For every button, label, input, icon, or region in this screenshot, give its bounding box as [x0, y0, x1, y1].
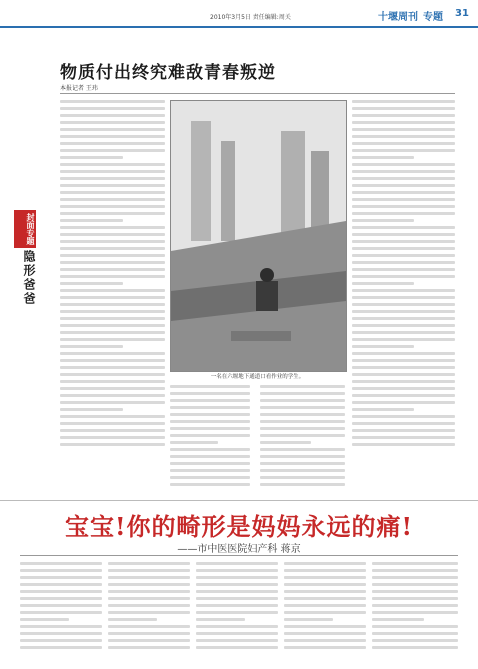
text-line-placeholder — [260, 462, 345, 465]
text-line-placeholder — [372, 583, 458, 586]
text-line-placeholder — [60, 415, 165, 418]
text-line-placeholder — [196, 611, 278, 614]
text-line-placeholder — [352, 310, 455, 313]
text-line-placeholder — [372, 639, 458, 642]
text-line-placeholder — [108, 597, 190, 600]
divider-line-bottom — [20, 555, 458, 556]
text-line-placeholder — [170, 462, 250, 465]
ad-body-column-4 — [284, 562, 366, 662]
text-line-placeholder — [60, 114, 165, 117]
text-line-placeholder — [20, 646, 102, 649]
text-line-placeholder — [352, 261, 455, 264]
text-line-placeholder — [60, 296, 165, 299]
text-line-placeholder — [352, 247, 455, 250]
text-line-placeholder — [352, 282, 414, 285]
text-line-placeholder — [352, 317, 455, 320]
text-line-placeholder — [352, 331, 455, 334]
text-line-placeholder — [60, 205, 165, 208]
text-line-placeholder — [108, 632, 190, 635]
text-line-placeholder — [60, 121, 165, 124]
text-line-placeholder — [352, 163, 455, 166]
text-line-placeholder — [372, 576, 458, 579]
text-line-placeholder — [60, 156, 123, 159]
text-line-placeholder — [60, 191, 165, 194]
body-column-1 — [60, 100, 165, 500]
text-line-placeholder — [352, 429, 455, 432]
ad-headline: 宝宝!你的畸形是妈妈永远的痛! — [64, 512, 414, 541]
ad-body-column-1 — [20, 562, 102, 662]
text-line-placeholder — [20, 632, 102, 635]
text-line-placeholder — [108, 618, 157, 621]
vertical-section-title: 隐形爸爸 — [22, 250, 36, 306]
text-line-placeholder — [20, 625, 102, 628]
text-line-placeholder — [352, 177, 455, 180]
text-line-placeholder — [60, 373, 165, 376]
text-line-placeholder — [60, 303, 165, 306]
text-line-placeholder — [352, 212, 455, 215]
text-line-placeholder — [352, 359, 455, 362]
text-line-placeholder — [260, 406, 345, 409]
text-line-placeholder — [260, 427, 345, 430]
text-line-placeholder — [108, 639, 190, 642]
text-line-placeholder — [60, 184, 165, 187]
text-line-placeholder — [170, 476, 250, 479]
text-line-placeholder — [60, 135, 165, 138]
text-line-placeholder — [108, 625, 190, 628]
text-line-placeholder — [60, 310, 165, 313]
text-line-placeholder — [60, 436, 165, 439]
text-line-placeholder — [352, 436, 455, 439]
text-line-placeholder — [170, 406, 250, 409]
text-line-placeholder — [60, 163, 165, 166]
article-photo — [170, 100, 347, 372]
section-name: 专题 — [423, 12, 443, 23]
cover-topic-tag: 封面专题 — [14, 210, 36, 248]
text-line-placeholder — [352, 296, 455, 299]
text-line-placeholder — [352, 366, 455, 369]
text-line-placeholder — [352, 219, 414, 222]
photo-image — [171, 101, 346, 371]
paper-name: 十堰周刊 — [378, 12, 418, 23]
text-line-placeholder — [196, 618, 245, 621]
text-line-placeholder — [352, 170, 455, 173]
text-line-placeholder — [352, 303, 455, 306]
page-number: 31 — [455, 8, 469, 19]
text-line-placeholder — [352, 121, 455, 124]
text-line-placeholder — [60, 128, 165, 131]
text-line-placeholder — [352, 254, 455, 257]
text-line-placeholder — [60, 289, 165, 292]
text-line-placeholder — [260, 469, 345, 472]
text-line-placeholder — [20, 611, 102, 614]
text-line-placeholder — [196, 569, 278, 572]
text-line-placeholder — [352, 387, 455, 390]
text-line-placeholder — [352, 128, 455, 131]
text-line-placeholder — [60, 226, 165, 229]
text-line-placeholder — [196, 646, 278, 649]
text-line-placeholder — [60, 268, 165, 271]
text-line-placeholder — [284, 625, 366, 628]
text-line-placeholder — [170, 420, 250, 423]
article-byline: 本报记者 王玮 — [60, 85, 98, 92]
text-line-placeholder — [20, 604, 102, 607]
text-line-placeholder — [60, 401, 165, 404]
text-line-placeholder — [60, 261, 165, 264]
text-line-placeholder — [108, 583, 190, 586]
text-line-placeholder — [372, 562, 458, 565]
text-line-placeholder — [284, 646, 366, 649]
text-line-placeholder — [60, 429, 165, 432]
text-line-placeholder — [260, 392, 345, 395]
text-line-placeholder — [260, 441, 311, 444]
text-line-placeholder — [372, 604, 458, 607]
text-line-placeholder — [20, 583, 102, 586]
text-line-placeholder — [284, 611, 366, 614]
text-line-placeholder — [60, 107, 165, 110]
text-line-placeholder — [196, 604, 278, 607]
text-line-placeholder — [108, 646, 190, 649]
text-line-placeholder — [60, 443, 165, 446]
text-line-placeholder — [372, 569, 458, 572]
photo-caption: 一名在六堰地下通道口看作业的学生。 — [210, 374, 305, 380]
text-line-placeholder — [170, 385, 250, 388]
text-line-placeholder — [170, 413, 250, 416]
text-line-placeholder — [108, 611, 190, 614]
text-line-placeholder — [60, 254, 165, 257]
text-line-placeholder — [20, 639, 102, 642]
text-line-placeholder — [20, 618, 69, 621]
text-line-placeholder — [352, 373, 455, 376]
text-line-placeholder — [352, 324, 455, 327]
text-line-placeholder — [372, 618, 424, 621]
text-line-placeholder — [108, 604, 190, 607]
text-line-placeholder — [60, 219, 123, 222]
text-line-placeholder — [60, 408, 123, 411]
text-line-placeholder — [352, 268, 455, 271]
text-line-placeholder — [108, 590, 190, 593]
text-line-placeholder — [60, 345, 123, 348]
text-line-placeholder — [60, 177, 165, 180]
article-headline: 物质付出终究难敌青春叛逆 — [60, 63, 276, 83]
text-line-placeholder — [170, 483, 250, 486]
text-line-placeholder — [60, 394, 165, 397]
text-line-placeholder — [108, 562, 190, 565]
text-line-placeholder — [284, 576, 366, 579]
text-line-placeholder — [60, 331, 165, 334]
text-line-placeholder — [60, 338, 165, 341]
text-line-placeholder — [372, 597, 458, 600]
text-line-placeholder — [20, 562, 102, 565]
text-line-placeholder — [352, 156, 414, 159]
text-line-placeholder — [352, 415, 455, 418]
page-header — [0, 0, 478, 28]
text-line-placeholder — [170, 455, 250, 458]
text-line-placeholder — [372, 590, 458, 593]
text-line-placeholder — [352, 401, 455, 404]
text-line-placeholder — [284, 639, 366, 642]
text-line-placeholder — [352, 240, 455, 243]
text-line-placeholder — [260, 434, 345, 437]
text-line-placeholder — [352, 184, 455, 187]
text-line-placeholder — [260, 455, 345, 458]
text-line-placeholder — [196, 583, 278, 586]
text-line-placeholder — [352, 142, 455, 145]
text-line-placeholder — [352, 380, 455, 383]
text-line-placeholder — [170, 434, 250, 437]
text-line-placeholder — [196, 562, 278, 565]
text-line-placeholder — [260, 448, 345, 451]
text-line-placeholder — [20, 569, 102, 572]
text-line-placeholder — [352, 443, 455, 446]
ad-body-column-3 — [196, 562, 278, 662]
text-line-placeholder — [60, 149, 165, 152]
ad-subhead: ——市中医医院妇产科 蒋京 — [177, 544, 301, 555]
text-line-placeholder — [284, 618, 333, 621]
body-column-3 — [260, 385, 345, 500]
text-line-placeholder — [60, 366, 165, 369]
text-line-placeholder — [352, 345, 414, 348]
text-line-placeholder — [60, 198, 165, 201]
body-column-4 — [352, 100, 455, 500]
text-line-placeholder — [170, 448, 250, 451]
text-line-placeholder — [196, 597, 278, 600]
text-line-placeholder — [284, 562, 366, 565]
text-line-placeholder — [170, 469, 250, 472]
text-line-placeholder — [60, 142, 165, 145]
ad-body-column-2 — [108, 562, 190, 662]
text-line-placeholder — [170, 392, 250, 395]
text-line-placeholder — [352, 135, 455, 138]
text-line-placeholder — [352, 352, 455, 355]
text-line-placeholder — [60, 170, 165, 173]
text-line-placeholder — [352, 198, 455, 201]
text-line-placeholder — [60, 317, 165, 320]
text-line-placeholder — [352, 226, 455, 229]
text-line-placeholder — [372, 646, 458, 649]
text-line-placeholder — [284, 632, 366, 635]
text-line-placeholder — [284, 569, 366, 572]
text-line-placeholder — [20, 576, 102, 579]
text-line-placeholder — [352, 205, 455, 208]
text-line-placeholder — [60, 324, 165, 327]
text-line-placeholder — [196, 632, 278, 635]
text-line-placeholder — [352, 233, 455, 236]
text-line-placeholder — [60, 100, 165, 103]
issue-meta: 2010年3月5日 责任编辑:周关 — [210, 14, 291, 21]
text-line-placeholder — [284, 583, 366, 586]
text-line-placeholder — [60, 352, 165, 355]
ad-body-column-5 — [372, 562, 458, 662]
divider-line — [60, 93, 455, 94]
text-line-placeholder — [60, 422, 165, 425]
text-line-placeholder — [352, 107, 455, 110]
text-line-placeholder — [60, 275, 165, 278]
text-line-placeholder — [196, 639, 278, 642]
text-line-placeholder — [260, 413, 345, 416]
text-line-placeholder — [352, 394, 455, 397]
text-line-placeholder — [60, 380, 165, 383]
text-line-placeholder — [196, 590, 278, 593]
text-line-placeholder — [352, 149, 455, 152]
text-line-placeholder — [60, 247, 165, 250]
text-line-placeholder — [352, 100, 455, 103]
text-line-placeholder — [60, 359, 165, 362]
text-line-placeholder — [196, 625, 278, 628]
text-line-placeholder — [170, 441, 218, 444]
text-line-placeholder — [60, 233, 165, 236]
text-line-placeholder — [372, 625, 458, 628]
text-line-placeholder — [170, 427, 250, 430]
text-line-placeholder — [260, 476, 345, 479]
body-column-2 — [170, 385, 250, 500]
text-line-placeholder — [372, 611, 458, 614]
text-line-placeholder — [260, 483, 345, 486]
text-line-placeholder — [352, 275, 455, 278]
text-line-placeholder — [60, 240, 165, 243]
text-line-placeholder — [284, 590, 366, 593]
text-line-placeholder — [260, 385, 345, 388]
text-line-placeholder — [260, 420, 345, 423]
section-divider — [0, 500, 478, 501]
text-line-placeholder — [60, 282, 123, 285]
text-line-placeholder — [352, 422, 455, 425]
text-line-placeholder — [372, 632, 458, 635]
text-line-placeholder — [196, 576, 278, 579]
text-line-placeholder — [352, 408, 414, 411]
text-line-placeholder — [260, 399, 345, 402]
text-line-placeholder — [20, 590, 102, 593]
text-line-placeholder — [352, 114, 455, 117]
text-line-placeholder — [170, 399, 250, 402]
text-line-placeholder — [108, 576, 190, 579]
text-line-placeholder — [284, 604, 366, 607]
text-line-placeholder — [284, 597, 366, 600]
text-line-placeholder — [352, 338, 455, 341]
text-line-placeholder — [352, 191, 455, 194]
text-line-placeholder — [20, 597, 102, 600]
text-line-placeholder — [108, 569, 190, 572]
text-line-placeholder — [352, 289, 455, 292]
article-lead — [60, 32, 455, 56]
text-line-placeholder — [60, 212, 165, 215]
text-line-placeholder — [60, 387, 165, 390]
